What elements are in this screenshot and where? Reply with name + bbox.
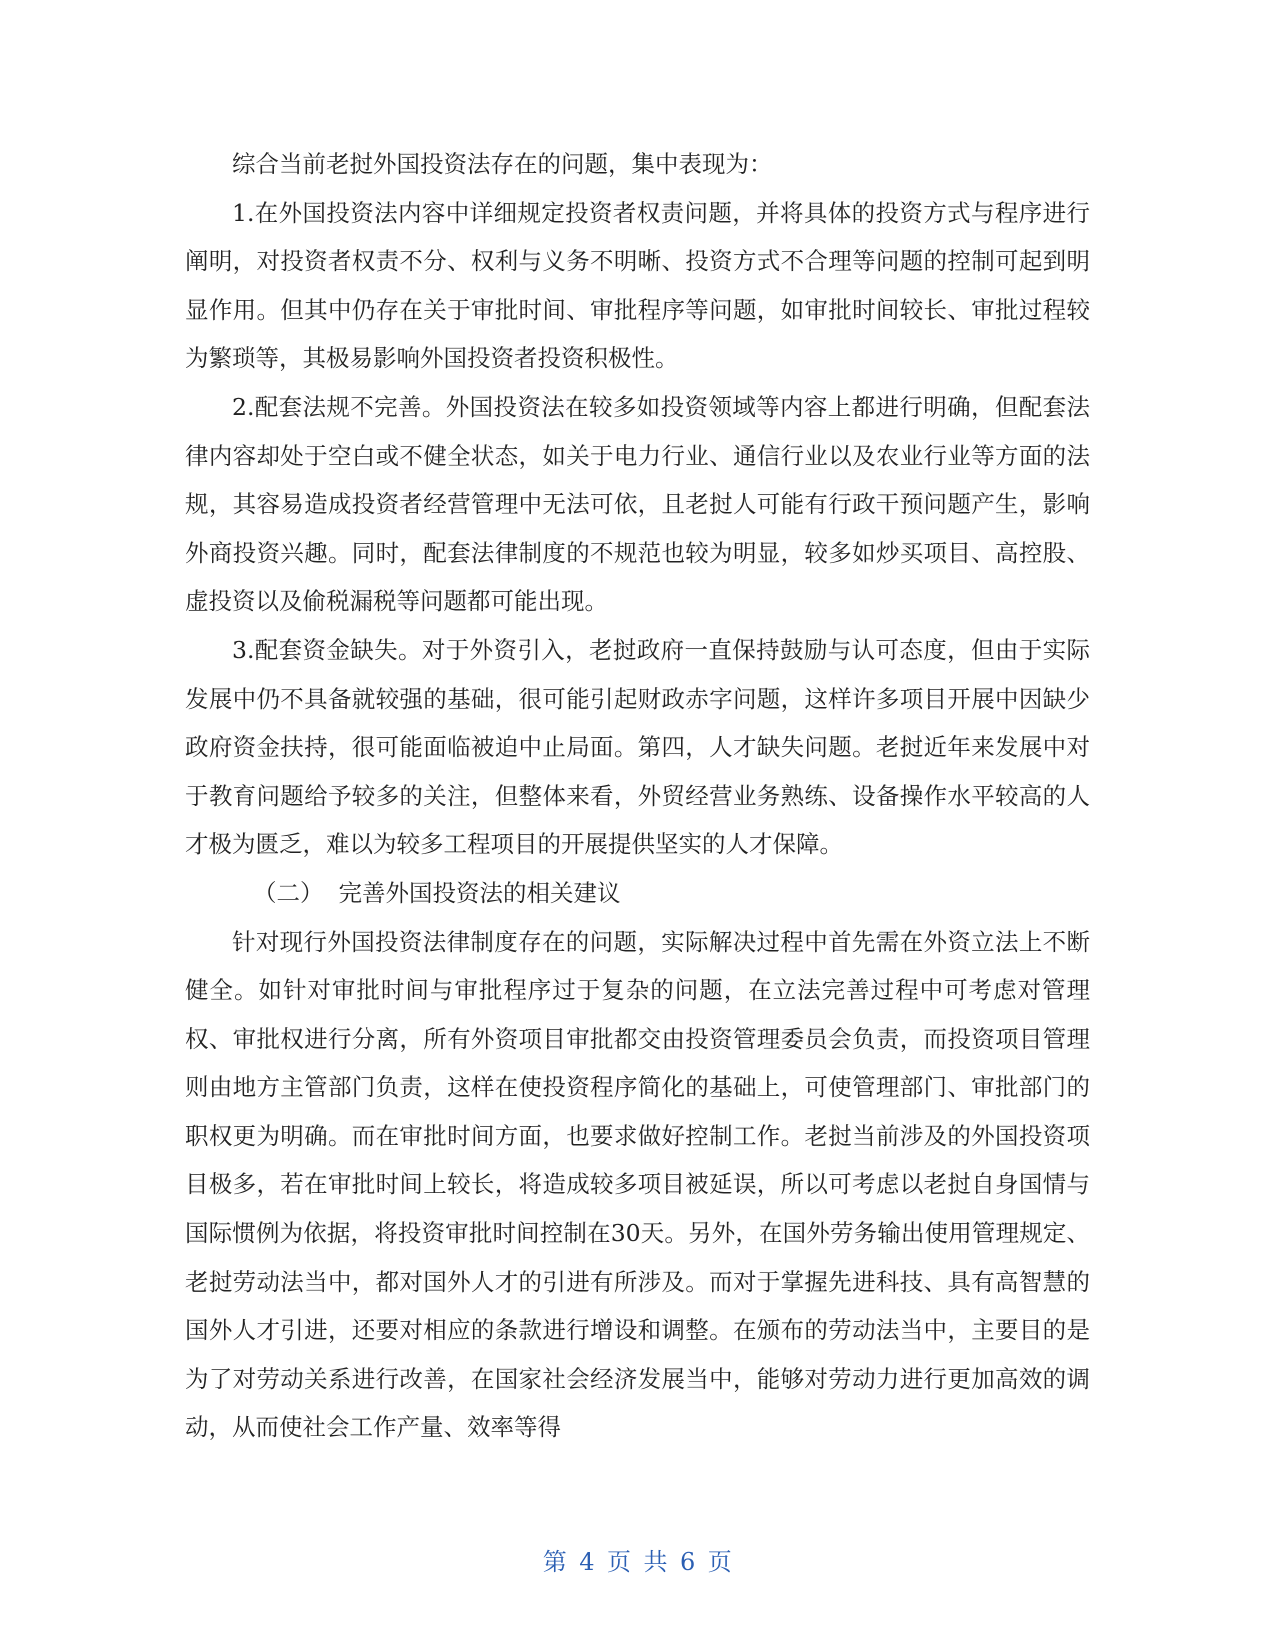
page-label: 第 [542, 1548, 568, 1576]
page-current: 4 [579, 1548, 595, 1576]
page-unit: 页 [607, 1548, 632, 1576]
section-heading: （二） 完善外国投资法的相关建议 [253, 878, 621, 907]
paragraph-item-2: 2.配套法规不完善。外国投资法在较多如投资领域等内容上都进行明确，但配套法律内容却处于空白或不健全状态，如关于电力行业、通信行业以及农业行业等方面的法规，其容易造成投资者经营管理中无法可依，且老挝人可能有行政干预问题产生，影响外商投资兴趣。同时，配套法律制度的不规范也较为明显，较多如炒买项目、高控股、虚投资以及偷税漏税等问题都可能出现。 [185, 392, 1090, 616]
paragraph-section: 针对现行外国投资法律制度存在的问题，实际解决过程中首先需在外资立法上不断健全。如针对审批时间与审批程序过于复杂的问题，在立法完善过程中可考虑对管理权、审批权进行分离，所有外资项目审批都交由投资管理委员会负责，而投资项目管理则由地方主管部门负责，这样在使投资程序简化的基础上，可使管理部门、审批部门的职权更为明确。而在审批时间方面，也要求做好控制工作。老挝当前涉及的外国投资项目极多，若在审批时间上较长，将造成较多项目被延误，所以可考虑以老挝自身国情与国际惯例为依据，将投资审批时间控制在30天。另外，在国外劳务输出使用管理规定、老挝劳动法当中，都对国外人才的引进有所涉及。而对于掌握先进科技、具有高智慧的国外人才引进，还要对相应的条款进行增设和调整。在颁布的劳动法当中，主要目的是为了对劳动关系进行改善，在国家社会经济发展当中，能够对劳动力进行更加高效的调动，从而使社会工作产量、效率等得 [185, 927, 1090, 1442]
paragraph-item-3: 3.配套资金缺失。对于外资引入，老挝政府一直保持鼓励与认可态度，但由于实际发展中仍不具备就较强的基础，很可能引起财政赤字问题，这样许多项目开展中因缺少政府资金扶持，很可能面临被迫中止局面。第四，人才缺失问题。老挝近年来发展中对于教育问题给予较多的关注，但整体来看，外贸经营业务熟练、设备操作水平较高的人才极为匮乏，难以为较多工程项目的开展提供坚实的人才保障。 [185, 635, 1090, 859]
page-total: 6 [680, 1548, 696, 1576]
total-unit: 页 [707, 1548, 733, 1576]
paragraph-item-1: 1.在外国投资法内容中详细规定投资者权责问题，并将具体的投资方式与程序进行阐明，对投资者权责不分、权利与义务不明晰、投资方式不合理等问题的控制可起到明显作用。但其中仍存在关于审批时间、审批程序等问题，如审批时间较长、审批过程较为繁琐等，其极易影响外国投资者投资积极性。 [185, 198, 1090, 373]
total-label: 共 [643, 1548, 668, 1576]
page-footer [0, 1542, 1275, 1577]
paragraph-intro: 综合当前老挝外国投资法存在的问题，集中表现为： [232, 150, 773, 178]
document-body [185, 140, 1090, 1452]
